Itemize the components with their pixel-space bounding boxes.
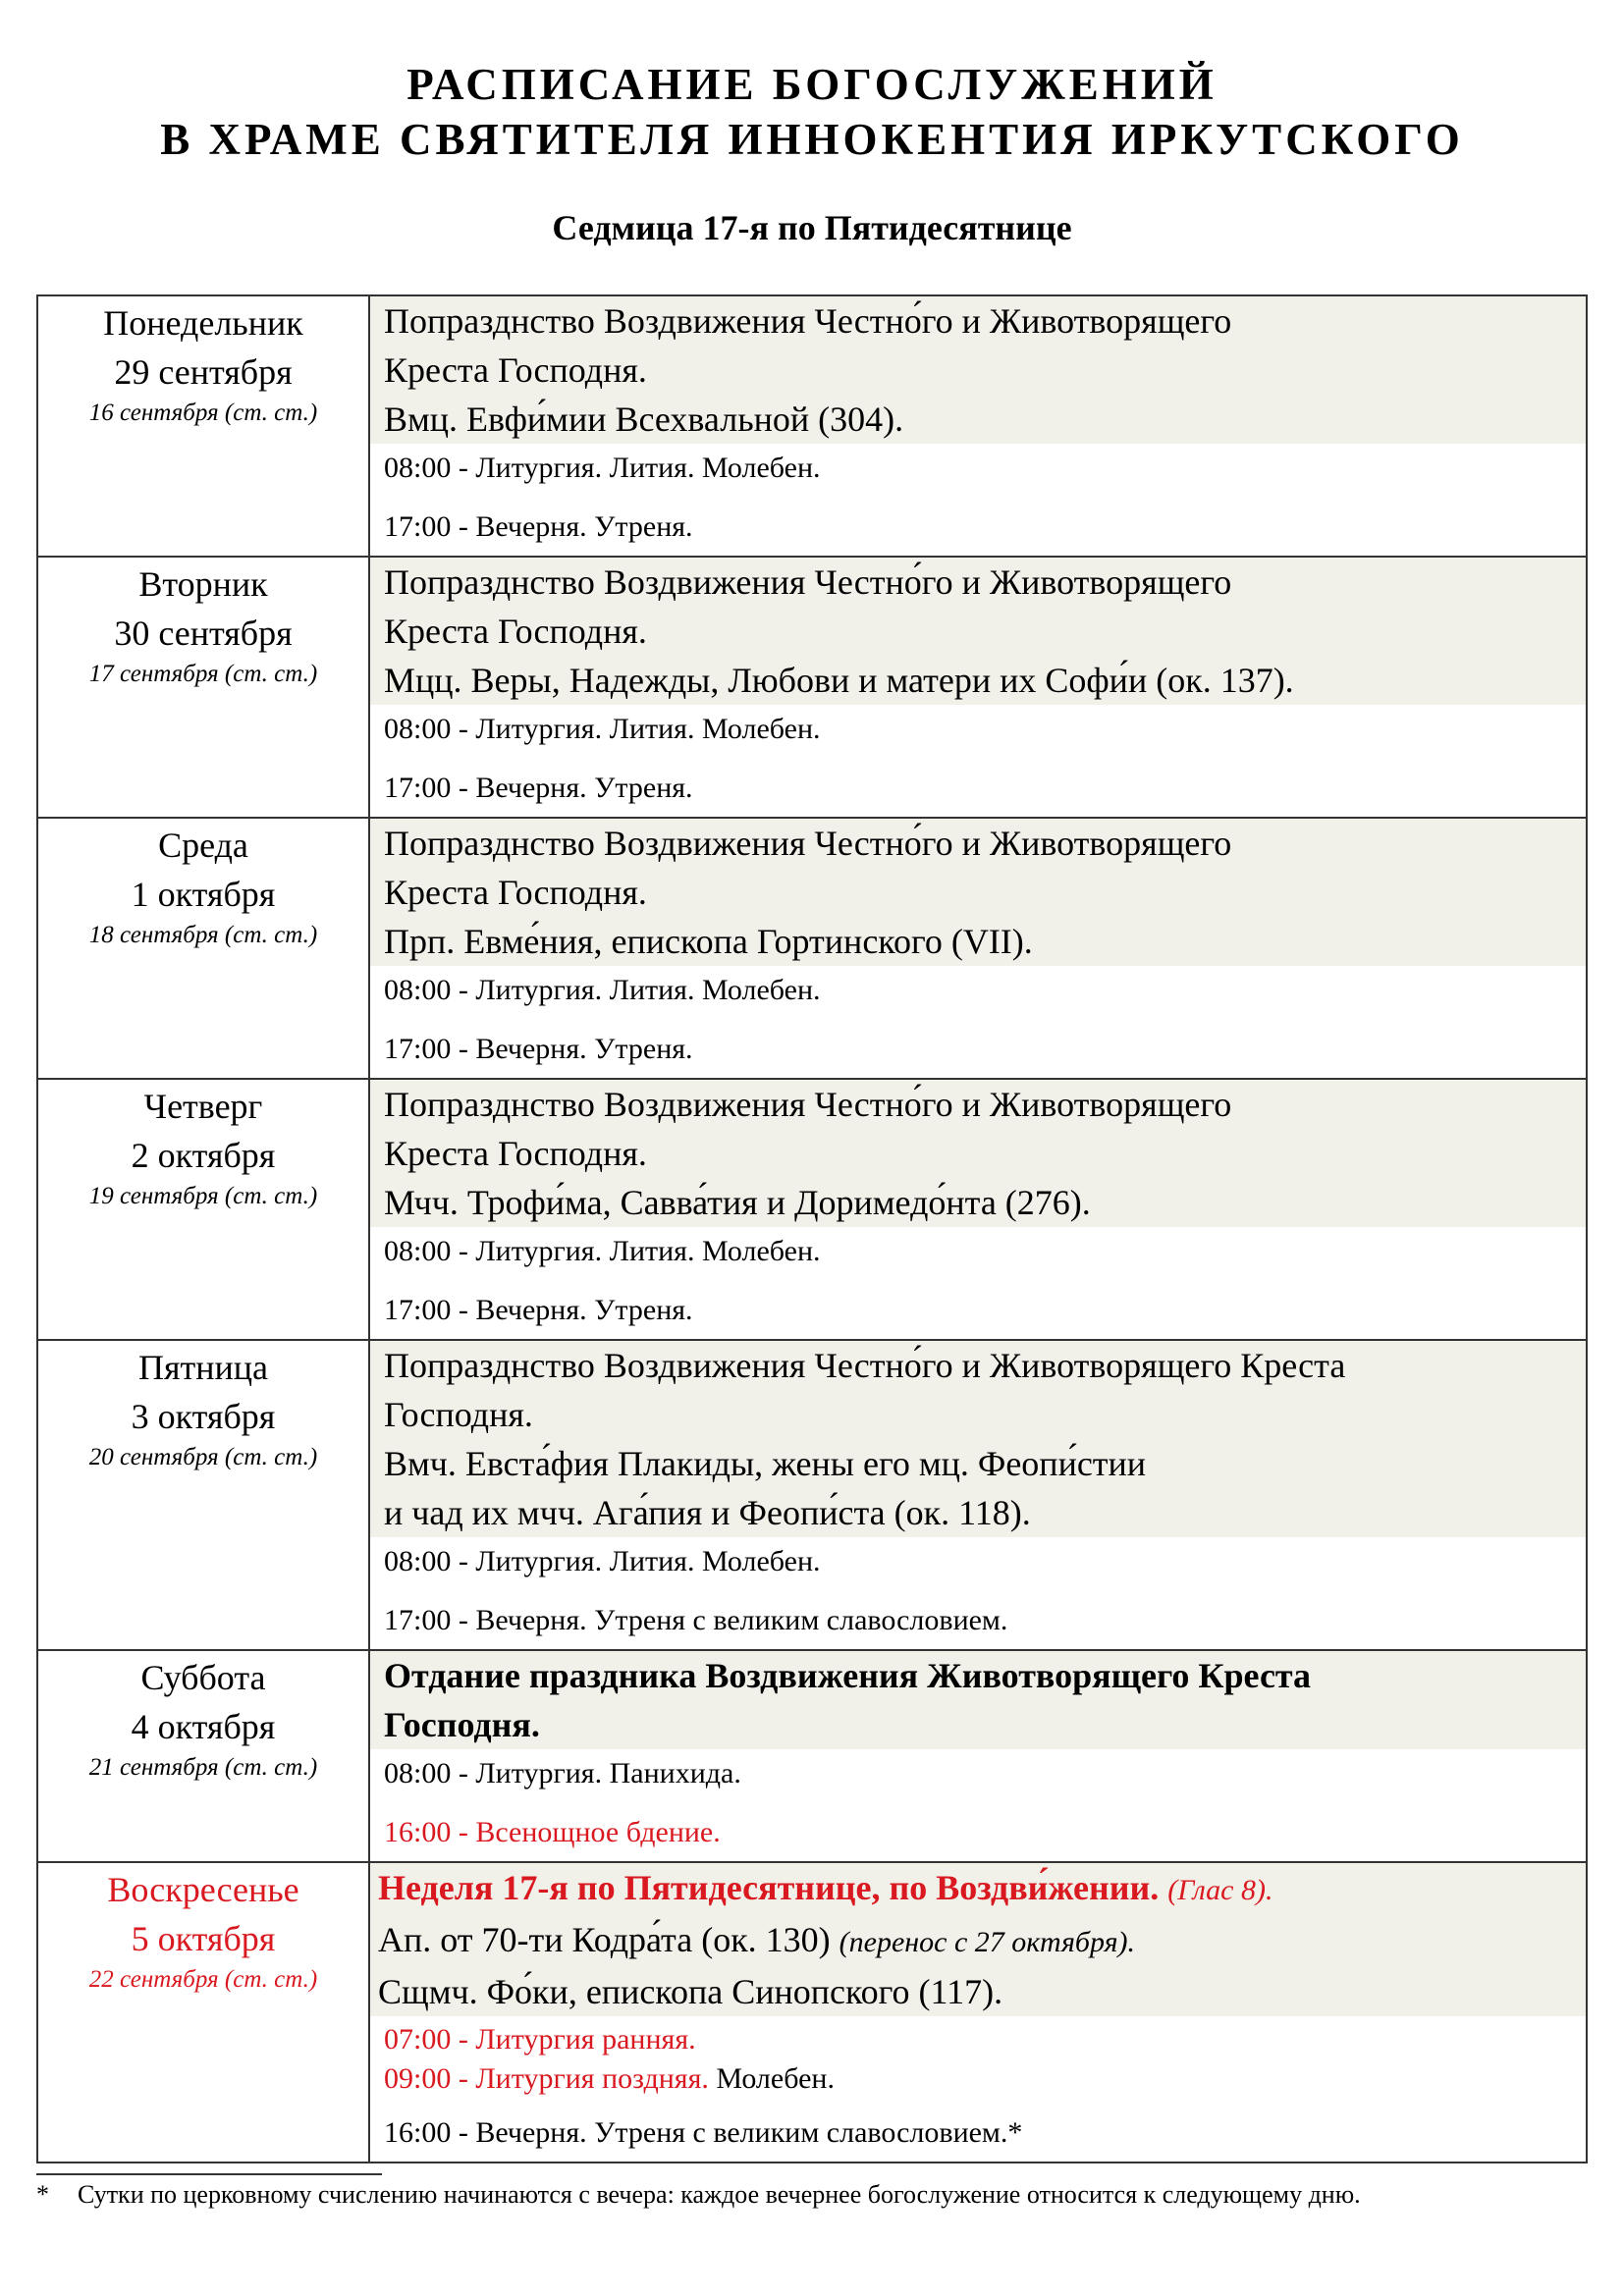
- services-block: [370, 966, 1586, 1078]
- day-cell: [37, 1650, 369, 1862]
- services-block: [370, 444, 1586, 556]
- feast-line: Попразднство Воздвижения Честно́го и Животворящего: [384, 301, 1232, 341]
- old-style-date: 22 сентября (ст. ст.): [88, 1966, 318, 1993]
- day-info: [369, 1862, 1587, 2163]
- day-row-monday: [37, 295, 1587, 557]
- day-date: 4 октября: [131, 1707, 276, 1746]
- services-block: [370, 1749, 1586, 1861]
- apostle-commemoration: Ап. от 70-ти Кодра́та (ок. 130): [378, 1920, 831, 1959]
- feast-line: [378, 1863, 1578, 1915]
- day-date: 2 октября: [131, 1136, 276, 1175]
- week-subtitle: Седмица 17-я по Пятидесятнице: [552, 208, 1072, 247]
- service-morning: 08:00 - Литургия. Лития. Молебен.: [384, 1235, 821, 1267]
- feast-line: Попразднство Воздвижения Честно́го и Животворящего Креста: [384, 1346, 1346, 1385]
- service-morning: 08:00 - Литургия. Лития. Молебен.: [384, 1545, 821, 1577]
- service-evening: 17:00 - Вечерня. Утреня.: [384, 772, 693, 804]
- feast-line: и чад их мчч. Ага́пия и Феопи́ста (ок. 118).: [384, 1493, 1031, 1532]
- feast-line: Попразднство Воздвижения Честно́го и Животворящего: [384, 824, 1232, 863]
- day-date: 1 октября: [131, 875, 276, 914]
- day-name: Вторник: [138, 564, 268, 604]
- feast-line: Вмц. Евфи́мии Всехвальной (304).: [384, 400, 904, 439]
- day-row-tuesday: [37, 557, 1587, 818]
- day-date: 3 октября: [131, 1397, 276, 1436]
- day-row-thursday: [37, 1079, 1587, 1340]
- day-date: 29 сентября: [114, 352, 293, 392]
- service-late: [384, 2059, 1578, 2099]
- day-date: 5 октября: [131, 1919, 276, 1958]
- feast-block: [370, 1341, 1586, 1537]
- day-cell: [37, 1340, 369, 1650]
- services-block: [370, 2020, 1586, 2162]
- feast-line: Креста Господня.: [384, 1134, 647, 1173]
- day-date: 30 сентября: [114, 614, 293, 653]
- feast-line: Прп. Евме́ния, епископа Гортинского (VII).: [384, 922, 1033, 961]
- transfer-note: (перенос с 27 октября).: [839, 1926, 1136, 1958]
- feast-line: Попразднство Воздвижения Честно́го и Животворящего: [384, 562, 1232, 602]
- service-late-liturgy: 09:00 - Литургия поздняя.: [384, 2062, 709, 2095]
- day-cell: [37, 557, 369, 818]
- feast-block: [370, 1863, 1586, 2016]
- day-info: [369, 557, 1587, 818]
- day-name: Среда: [158, 826, 248, 865]
- footnote-text: Сутки по церковному счислению начинаются с вечера: каждое вечернее богослужение относится к следующему дню.: [78, 2180, 1361, 2209]
- service-evening: 17:00 - Вечерня. Утреня.: [384, 1033, 693, 1065]
- footnote-divider: [36, 2173, 382, 2175]
- old-style-date: 18 сентября (ст. ст.): [88, 922, 318, 948]
- old-style-date: 20 сентября (ст. ст.): [88, 1444, 318, 1470]
- feast-block: [370, 1080, 1586, 1227]
- old-style-date: 19 сентября (ст. ст.): [88, 1183, 318, 1209]
- service-morning: 08:00 - Литургия. Лития. Молебен.: [384, 452, 821, 484]
- day-info: [369, 1079, 1587, 1340]
- day-row-wednesday: [37, 818, 1587, 1079]
- tone-note: (Глас 8).: [1167, 1874, 1273, 1906]
- services-block: [370, 705, 1586, 817]
- service-morning: 08:00 - Литургия. Лития. Молебен.: [384, 974, 821, 1006]
- feast-line: Господня.: [384, 1395, 533, 1434]
- day-info: [369, 295, 1587, 557]
- footnote-mark: *: [36, 2180, 49, 2209]
- service-morning: 08:00 - Литургия. Лития. Молебен.: [384, 713, 821, 745]
- feast-line: Вмч. Евста́фия Плакиды, жены его мц. Феопи́стии: [384, 1444, 1147, 1483]
- service-evening: 17:00 - Вечерня. Утреня.: [384, 1294, 693, 1326]
- service-morning: 08:00 - Литургия. Панихида.: [384, 1757, 741, 1789]
- feast-block: [370, 558, 1586, 705]
- service-late-moleben: Молебен.: [708, 2062, 835, 2095]
- services-block: [370, 1537, 1586, 1649]
- title-line-1: РАСПИСАНИЕ БОГОСЛУЖЕНИЙ: [406, 60, 1218, 109]
- day-row-sunday: [37, 1862, 1587, 2163]
- day-name: Пятница: [137, 1348, 269, 1387]
- feast-line-bold: Господня.: [384, 1705, 540, 1744]
- footnote: [36, 2177, 1588, 2213]
- old-style-date: 17 сентября (ст. ст.): [88, 661, 318, 687]
- feast-block: [370, 819, 1586, 966]
- service-evening: 16:00 - Вечерня. Утреня с великим славословием.*: [384, 2116, 1023, 2149]
- day-info: [369, 818, 1587, 1079]
- title-line-2: В ХРАМЕ СВЯТИТЕЛЯ ИННОКЕНТИЯ ИРКУТСКОГО: [160, 115, 1464, 164]
- day-cell: [37, 1862, 369, 2163]
- schedule-table: [36, 294, 1588, 2163]
- feast-line: Креста Господня.: [384, 350, 647, 390]
- service-evening: 17:00 - Вечерня. Утреня с великим славословием.: [384, 1604, 1008, 1636]
- service-vigil: 16:00 - Всенощное бдение.: [384, 1816, 721, 1848]
- feast-line: Сщмч. Фо́ки, епископа Синопского (117).: [378, 1972, 1003, 2011]
- day-row-saturday: [37, 1650, 1587, 1862]
- old-style-date: 16 сентября (ст. ст.): [88, 400, 318, 426]
- feast-line: Креста Господня.: [384, 612, 647, 651]
- day-cell: [37, 1079, 369, 1340]
- feast-line: [378, 1915, 1578, 1967]
- day-name: Суббота: [140, 1658, 266, 1697]
- day-info: [369, 1650, 1587, 1862]
- feast-block: [370, 1651, 1586, 1749]
- old-style-date: 21 сентября (ст. ст.): [88, 1754, 318, 1781]
- feast-block: [370, 296, 1586, 444]
- day-name: Четверг: [143, 1087, 263, 1126]
- services-block: [370, 1227, 1586, 1339]
- feast-line-bold: Отдание праздника Воздвижения Животворящего Креста: [384, 1656, 1312, 1695]
- feast-line: Мцц. Веры, Надежды, Любови и матери их Софи́и (ок. 137).: [384, 661, 1294, 700]
- day-cell: [37, 295, 369, 557]
- day-info: [369, 1340, 1587, 1650]
- service-evening: 17:00 - Вечерня. Утреня.: [384, 510, 693, 543]
- feast-line: Попразднство Воздвижения Честно́го и Животворящего: [384, 1085, 1232, 1124]
- feast-line: Креста Господня.: [384, 873, 647, 912]
- feast-line: Мчч. Трофи́ма, Савва́тия и Доримедо́нта (276).: [384, 1183, 1091, 1222]
- day-name: Воскресенье: [107, 1870, 299, 1909]
- sunday-title: Неделя 17-я по Пятидесятнице, по Воздви́жении.: [378, 1868, 1160, 1907]
- service-early: 07:00 - Литургия ранняя.: [384, 2023, 696, 2056]
- day-cell: [37, 818, 369, 1079]
- day-name: Понедельник: [103, 303, 303, 343]
- page-title: [0, 57, 1624, 167]
- day-row-friday: [37, 1340, 1587, 1650]
